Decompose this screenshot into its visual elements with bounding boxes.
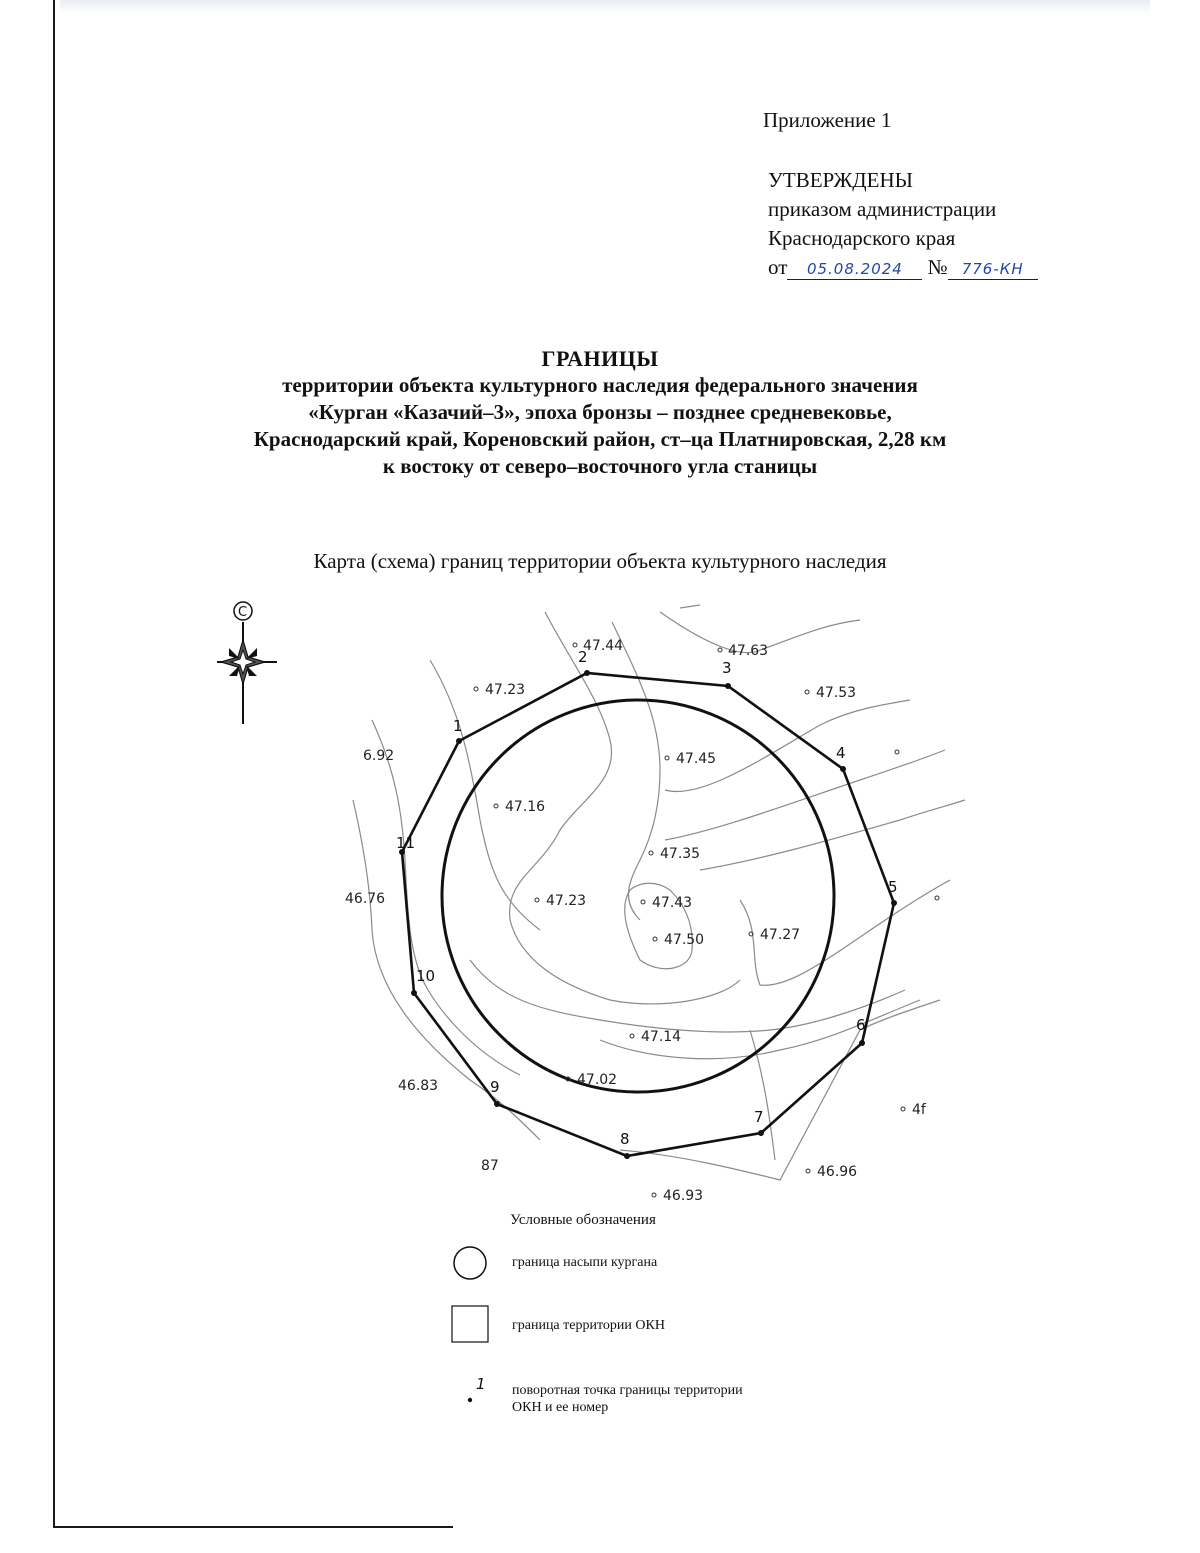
elevation-dot — [494, 804, 498, 808]
turning-point-label: 11 — [396, 834, 416, 852]
turning-point-label: 1 — [453, 717, 463, 735]
elevation-label: 47.16 — [505, 799, 546, 815]
mound-boundary-circle — [442, 700, 834, 1092]
turning-point-marker — [494, 1101, 500, 1107]
elevation-label: 46.76 — [345, 891, 386, 907]
elevation-dot — [935, 896, 939, 900]
elevation-label: 47.23 — [485, 682, 526, 698]
turning-point-label: 10 — [416, 967, 436, 985]
title-line-4: к востоку от северо–восточного угла станицы — [382, 454, 818, 478]
title-line-3: Краснодарский край, Кореновский район, ст–ца Платнировская, 2,28 км — [253, 427, 947, 451]
legend-turning-point — [512, 1382, 743, 1416]
document-title: ГРАНИЦЫ — [541, 346, 659, 371]
approval-date-line — [768, 253, 1038, 282]
turning-points — [399, 670, 897, 1159]
elevation-dot — [805, 690, 809, 694]
contour-line — [700, 800, 965, 870]
handwritten-number: 776-КН — [961, 260, 1024, 278]
turning-point-marker — [725, 683, 731, 689]
elevation-label: 46.93 — [663, 1188, 704, 1204]
turning-point-label: 7 — [754, 1108, 764, 1126]
contour-line — [665, 700, 910, 792]
elevation-label: 47.63 — [728, 643, 769, 659]
elevation-label: 47.02 — [577, 1072, 618, 1088]
elevation-dot — [641, 900, 645, 904]
turning-point-marker — [624, 1153, 630, 1159]
legend-mound-boundary: граница насыпи кургана — [512, 1255, 658, 1270]
approved-line-1: приказом администрации — [768, 197, 997, 221]
elevation-dot — [535, 898, 539, 902]
turning-point-marker — [891, 900, 897, 906]
legend-okn-boundary: граница территории ОКН — [512, 1318, 665, 1333]
elevation-dot — [573, 643, 577, 647]
elevation-label: 47.27 — [760, 927, 801, 943]
elevation-label: 46.83 — [398, 1078, 439, 1094]
turning-point-marker — [859, 1040, 865, 1046]
turning-point-marker — [411, 990, 417, 996]
elevation-label: 47.45 — [676, 751, 717, 767]
scan-top-shade — [60, 0, 1150, 14]
compass-north-letter: С — [238, 605, 248, 620]
elevation-dot — [895, 750, 899, 754]
turning-point-label: 2 — [578, 648, 588, 666]
contour-line — [372, 720, 520, 1075]
turning-point-marker — [456, 738, 462, 744]
turning-point-marker — [840, 766, 846, 772]
elevation-label: 47.14 — [641, 1029, 682, 1045]
elevation-label: 87 — [481, 1158, 499, 1174]
legend-square-symbol — [450, 1304, 492, 1344]
north-arrow-icon — [217, 602, 277, 724]
contour-line — [470, 960, 905, 1032]
legend-point-symbol: 1 — [476, 1375, 486, 1393]
elevation-dot — [474, 687, 478, 691]
turning-point-label: 6 — [856, 1016, 866, 1034]
title-line-2: «Курган «Казачий–3», эпоха бронзы – позднее средневековье, — [308, 400, 892, 424]
turning-point-label: 5 — [888, 878, 898, 896]
elevation-label: 46.96 — [817, 1164, 858, 1180]
legend-point-dot — [466, 1396, 474, 1404]
legend-circle-symbol — [450, 1243, 492, 1283]
elevation-label: 47.23 — [546, 893, 587, 909]
appendix-label: Приложение 1 — [763, 108, 892, 132]
approved-heading: УТВЕРЖДЕНЫ — [768, 168, 913, 192]
turning-point-label: 8 — [620, 1130, 630, 1148]
boundary-map — [0, 580, 1200, 1210]
turning-point-labels — [396, 648, 898, 1148]
legend-title: Условные обозначения — [510, 1212, 656, 1228]
elevation-dot — [653, 937, 657, 941]
approval-block — [768, 166, 1038, 282]
contour-line — [680, 605, 700, 608]
elevation-label: 47.53 — [816, 685, 857, 701]
elevation-dot — [665, 756, 669, 760]
elevation-label: 47.44 — [583, 638, 624, 654]
elevation-markers — [474, 643, 939, 1197]
title-line-1: территории объекта культурного наследия федерального значения — [282, 373, 918, 397]
handwritten-date: 05.08.2024 — [806, 260, 903, 278]
elevation-label: 6.92 — [363, 748, 395, 764]
approved-line-2: Краснодарского края — [768, 226, 956, 250]
turning-point-marker — [584, 670, 590, 676]
legend-turning-point-line-2: ОКН и ее номер — [512, 1400, 609, 1415]
map-caption: Карта (схема) границ территории объекта культурного наследия — [313, 549, 887, 573]
elevation-label: 47.43 — [652, 895, 693, 911]
elevation-dot — [649, 851, 653, 855]
number-prefix: № — [927, 255, 948, 279]
contour-line — [750, 1030, 775, 1160]
contour-line — [430, 660, 540, 930]
turning-point-marker — [758, 1130, 764, 1136]
elevation-label: 4f — [912, 1102, 926, 1118]
elevation-label: 47.50 — [664, 932, 705, 948]
legend-turning-point-line-1: поворотная точка границы территории — [512, 1383, 743, 1398]
scan-frame-bottom-edge — [53, 1526, 453, 1528]
elevation-dot — [652, 1193, 656, 1197]
compass-diagonal — [246, 665, 257, 676]
turning-point-label: 4 — [836, 744, 846, 762]
document-heading — [100, 345, 1100, 480]
turning-point-label: 9 — [490, 1078, 500, 1096]
elevation-dot — [630, 1034, 634, 1038]
contour-lines — [353, 605, 965, 1180]
elevation-label: 47.35 — [660, 846, 701, 862]
compass-diagonal — [229, 665, 240, 676]
elevation-dot — [901, 1107, 905, 1111]
elevation-labels — [345, 638, 927, 1204]
date-prefix: от — [768, 255, 788, 279]
contour-line — [612, 622, 660, 920]
elevation-dot — [806, 1169, 810, 1173]
turning-point-label: 3 — [722, 659, 732, 677]
elevation-dot — [718, 648, 722, 652]
